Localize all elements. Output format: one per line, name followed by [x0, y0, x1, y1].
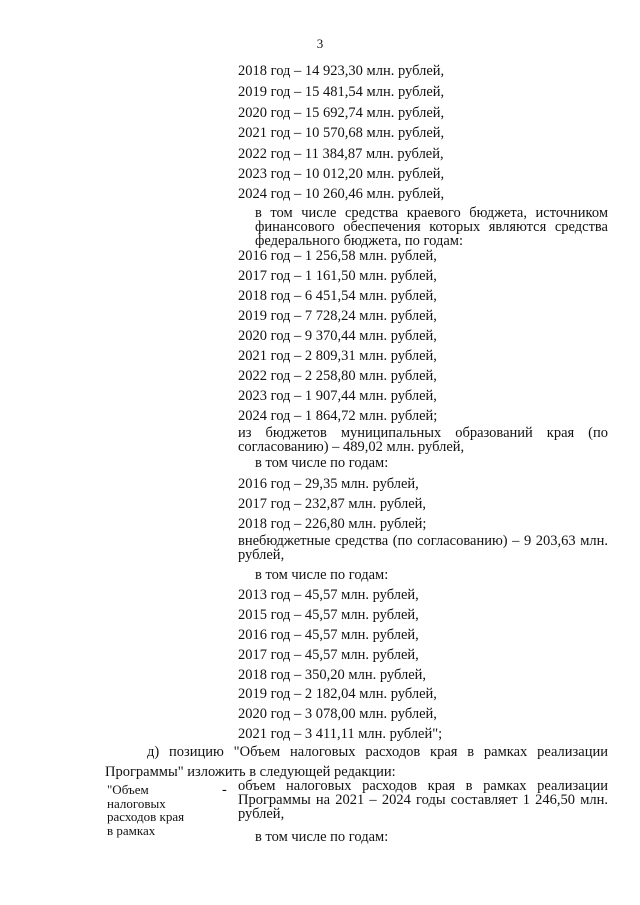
table-left-column [107, 783, 207, 837]
left-column-line: в рамках [107, 822, 156, 838]
page-number: 3 [316, 36, 324, 51]
year-line: 2018 год – 350,20 млн. рублей, [238, 667, 427, 683]
year-line: 2023 год – 10 012,20 млн. рублей, [238, 166, 445, 182]
year-line: 2024 год – 1 864,72 млн. рублей; [238, 408, 438, 424]
year-line: 2016 год – 45,57 млн. рублей, [238, 627, 419, 643]
tax-expenditure-text: объем налоговых расходов края в рамках реализации Программы на 2021 – 2024 годы составляет 1 246,50 млн. рублей, [238, 778, 608, 822]
column-dash: - [222, 782, 227, 798]
regional-budget-note: в том числе средства краевого бюджета, источником финансового обеспечения которых являются средства федерального бюджета, по годам: [255, 205, 608, 249]
year-line: 2017 год – 1 161,50 млн. рублей, [238, 268, 437, 284]
year-line: 2018 год – 6 451,54 млн. рублей, [238, 288, 437, 304]
year-line: 2020 год – 9 370,44 млн. рублей, [238, 328, 437, 344]
year-line: 2021 год – 3 411,11 млн. рублей"; [238, 726, 443, 742]
left-column-line: "Объем [107, 782, 149, 797]
year-line: 2018 год – 14 923,30 млн. рублей, [238, 63, 445, 79]
year-line: 2016 год – 29,35 млн. рублей, [238, 476, 419, 492]
by-years-label: в том числе по годам: [255, 455, 389, 471]
municipal-budget-note: из бюджетов муниципальных образований края (по согласованию) – 489,02 млн. рублей, [238, 425, 608, 455]
year-line: 2020 год – 3 078,00 млн. рублей, [238, 706, 437, 722]
year-line: 2022 год – 2 258,80 млн. рублей, [238, 368, 437, 384]
year-line: 2024 год – 10 260,46 млн. рублей, [238, 186, 445, 202]
year-line: 2021 год – 10 570,68 млн. рублей, [238, 125, 445, 141]
year-line: 2015 год – 45,57 млн. рублей, [238, 607, 419, 623]
item-d-paragraph [105, 742, 608, 782]
left-column-line: расходов края [107, 809, 185, 824]
extrabudgetary-note: внебюджетные средства (по согласованию) – 9 203,63 млн. рублей, [238, 533, 608, 563]
year-line: 2019 год – 15 481,54 млн. рублей, [238, 84, 445, 100]
year-line: 2020 год – 15 692,74 млн. рублей, [238, 105, 445, 121]
year-line: 2018 год – 226,80 млн. рублей; [238, 516, 427, 532]
by-years-label: в том числе по годам: [255, 829, 389, 845]
left-column-line: налоговых [107, 795, 166, 811]
year-line: 2023 год – 1 907,44 млн. рублей, [238, 388, 437, 404]
year-line: 2017 год – 232,87 млн. рублей, [238, 496, 427, 512]
year-line: 2021 год – 2 809,31 млн. рублей, [238, 348, 437, 364]
year-line: 2013 год – 45,57 млн. рублей, [238, 587, 419, 603]
year-line: 2016 год – 1 256,58 млн. рублей, [238, 248, 437, 264]
year-line: 2022 год – 11 384,87 млн. рублей, [238, 146, 444, 162]
item-d-text: д) позицию "Объем налоговых расходов края в рамках реализации Программы" изложить в следующей редакции: [105, 744, 608, 780]
by-years-label: в том числе по годам: [255, 567, 389, 583]
year-line: 2017 год – 45,57 млн. рублей, [238, 647, 419, 663]
year-line: 2019 год – 2 182,04 млн. рублей, [238, 686, 437, 702]
year-line: 2019 год – 7 728,24 млн. рублей, [238, 308, 437, 324]
